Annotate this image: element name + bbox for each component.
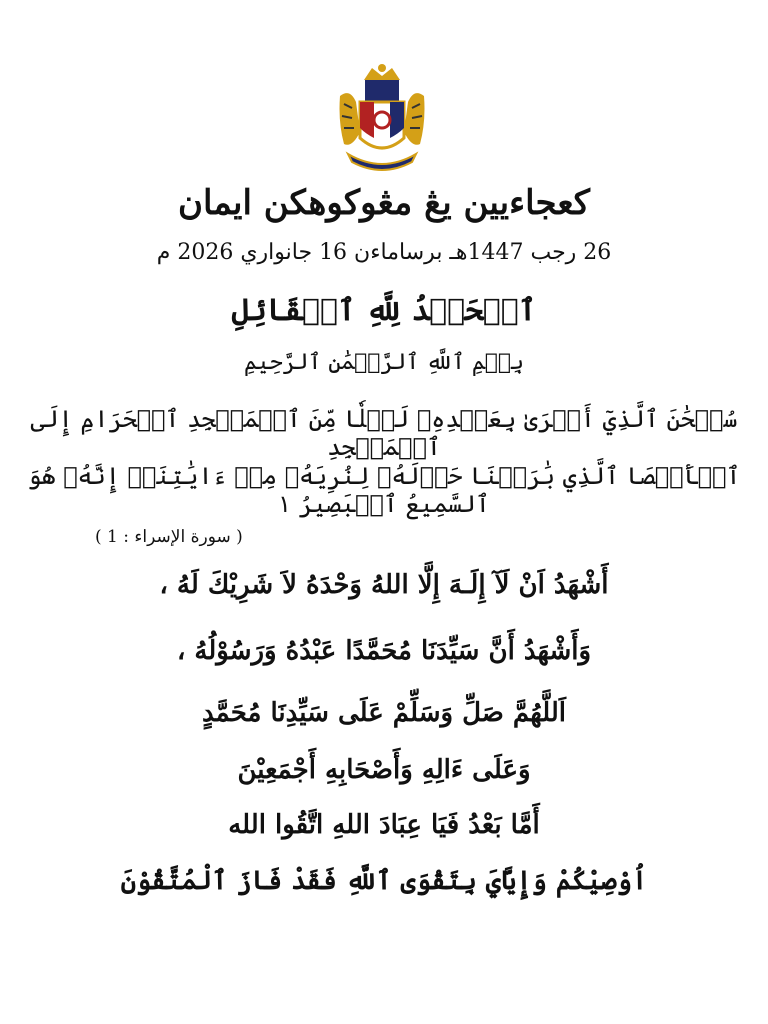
basmalah: بِسۡمِ ٱللَّهِ ٱلرَّحۡمَٰنِ ٱلرَّحِيمِ bbox=[243, 350, 525, 375]
state-crest-emblem bbox=[330, 62, 434, 174]
surah-reference: ( سورة الإسراء : 1 ) bbox=[95, 527, 243, 547]
praise-heading: ٱلۡحَمۡدُ لِلَّهِ ٱلۡقَائِلِ bbox=[231, 293, 537, 328]
taqwa-line: اُوْصِيْكُمْ وَإِيَّايَ بِتَقْوَى ٱللَّهِ فَقَدْ فَازَ ٱلْمُتَّقُوْنَ bbox=[120, 866, 648, 896]
sermon-title: كعجاءيين يڠ مڠوكوهكن ايمان bbox=[178, 183, 590, 223]
quran-verse-line: سُبۡحَٰنَ ٱلَّذِيٓ أَسۡرَىٰ بِعَبۡدِهِۦ لَيۡلٗا مِّنَ ٱلۡمَسۡجِدِ ٱلۡحَرَامِ إِلَى ٱلۡمَسۡجِدِ bbox=[30, 405, 738, 461]
taqwa-line: أَمَّا بَعْدُ فَيَا عِبَادَ اللهِ اتَّقُوا الله bbox=[228, 810, 540, 840]
salawat-line: اَللَّهُمَّ صَلِّ وَسَلِّمْ عَلَى سَيِّدِنَا مُحَمَّدٍ bbox=[202, 698, 566, 728]
quran-verse-line: ٱلۡأَقۡصَا ٱلَّذِي بَٰرَكۡنَا حَوۡلَهُۥ لِنُرِيَهُۥ مِنۡ ءَايَٰتِنَآۚ إِنَّهُۥ هُوَ ٱلسَّمِيعُ ٱلۡبَصِيرُ ١ bbox=[27, 462, 741, 518]
salawat-line: وَعَلَى ءَالِهِ وَأَصْحَابِهِ أَجْمَعِيْنَ bbox=[237, 755, 531, 785]
shahada-line: وَأَشْهَدُ أَنَّ سَيِّدَنَا مُحَمَّدًا عَبْدُهُ وَرَسُوْلُهُ ، bbox=[176, 636, 592, 666]
shahada-line: أَشْهَدُ اَنْ لَآ إِلَـهَ إِلَّا اللهُ وَحْدَهُ لاَ شَرِيْكَ لَهُ ، bbox=[159, 570, 609, 600]
sermon-date: 26 رجب 1447هـ برساماءن 16 جانواري 2026 م bbox=[156, 240, 612, 265]
